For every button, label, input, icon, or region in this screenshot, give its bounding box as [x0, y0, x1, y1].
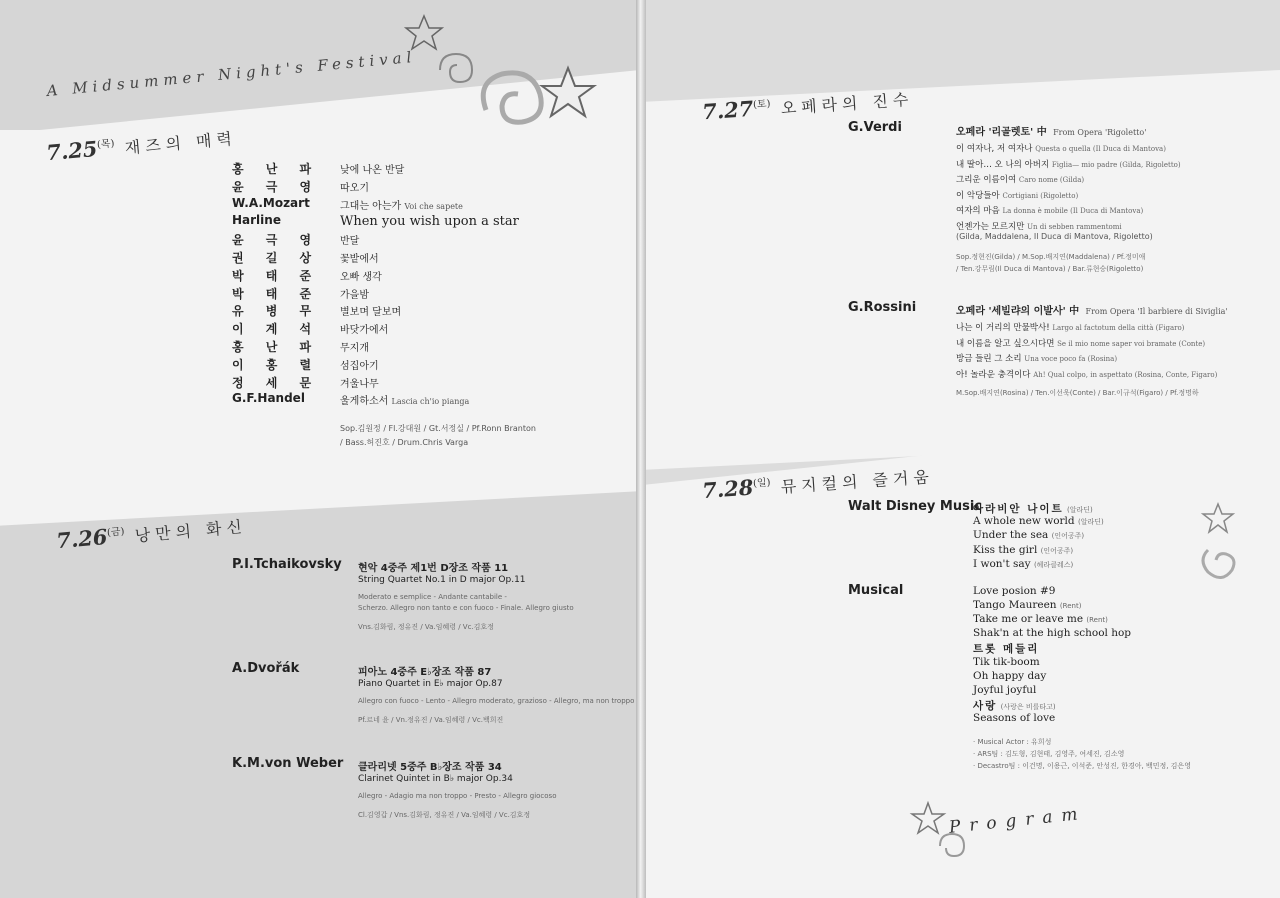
day1-piece: [340, 375, 379, 390]
aria-line: [956, 368, 1217, 380]
day1-piece-title: 섬집아기: [340, 360, 379, 372]
aria-title-kr: 나는 이 거리의 만물박사!: [956, 323, 1050, 333]
song-line: [973, 670, 1046, 682]
song-line: [973, 656, 1040, 668]
aria-title-original: Una voce poco fa (Rosina): [1024, 355, 1118, 363]
credit-line: · ARS팀 : 김도형, 김현태, 김영주, 여세진, 김소영: [973, 750, 1125, 758]
day1-piece-title: 꽃밭에서: [340, 254, 379, 265]
day1-piece-title: 오빠 생각: [340, 271, 382, 283]
song-line: [973, 515, 1104, 527]
song-note: (사랑은 비를타고): [1000, 702, 1056, 711]
day1-piece: [340, 179, 369, 194]
day2-title-en: Clarinet Quintet in B♭ major Op.34: [358, 774, 513, 784]
aria-title-kr: 그리운 이름이여: [956, 175, 1017, 185]
song-line: [973, 627, 1131, 639]
aria-line: [956, 189, 1078, 201]
day1-composer: 유 병 무: [232, 304, 321, 319]
aria-title-kr: 방금 들린 그 소리: [956, 354, 1022, 364]
day1-performers-2: / Bass.허진호 / Drum.Chris Varga: [340, 438, 469, 447]
song-note: (알라딘): [1077, 518, 1104, 527]
credit-line: · Decastro팀 : 이건명, 이용근, 이석준, 안성진, 한경아, 백민정, 김은영: [973, 762, 1191, 770]
day1-piece: [340, 197, 463, 212]
aria-title-original: Figlia— mio padre (Gilda, Rigoletto): [1051, 160, 1181, 169]
day1-performers-1: Sop.김원정 / Fl.강대원 / Gt.서정실 / Pf.Ronn Branton: [340, 424, 536, 433]
swirl-star-icon: [1170, 500, 1260, 590]
disney-heading: Walt Disney Music: [848, 499, 982, 514]
day1-piece-original: Voi che sapete: [404, 201, 463, 211]
aria-line: [956, 321, 1184, 333]
musical-heading: Musical: [848, 583, 904, 598]
verdi-cast-line: (Gilda, Maddalena, Il Duca di Mantova, Rigoletto): [956, 232, 1153, 241]
day1-piece-title: 반달: [340, 236, 360, 248]
song-note: (헤라클레스): [1033, 560, 1074, 569]
aria-title-kr: 이 여자나, 저 여자나: [956, 144, 1033, 154]
day1-piece-title: 그대는 아는가: [340, 200, 402, 212]
date-heading-726: $7.26^{(금)}$ 낭만의 화신: [55, 516, 248, 554]
day1-composer: 이 계 석: [232, 322, 321, 337]
day1-composer: 권 길 상: [232, 251, 321, 265]
day1-piece: [340, 161, 404, 176]
page-gutter: [636, 0, 646, 898]
day2-title-en: Piano Quartet in E♭ major Op.87: [358, 679, 503, 689]
aria-title-kr: 아! 놀라운 충격이다: [956, 369, 1031, 380]
day1-piece-title: 따오기: [340, 182, 369, 194]
song-title: A whole new world: [973, 515, 1075, 528]
day1-piece-title: 바닷가에서: [340, 325, 389, 337]
aria-title-original: Un di sebben rammentomi: [1027, 222, 1122, 231]
day1-piece-title: 별보며 달보며: [340, 307, 402, 319]
day1-composer: 윤 극 영: [232, 179, 321, 194]
aria-line: [956, 337, 1205, 349]
song-title: Seasons of love: [973, 711, 1056, 724]
day1-composer: 윤 극 영: [232, 233, 321, 248]
song-title: Shak'n at the high school hop: [973, 627, 1132, 640]
song-title: 아라비안 나이트: [973, 503, 1064, 515]
song-title: 사랑: [973, 699, 998, 712]
day2-composer: K.M.von Weber: [232, 756, 344, 771]
song-note: (Rent): [1086, 616, 1108, 625]
song-line: [973, 698, 1056, 713]
day2-title-kr: 피아노 4중주 E♭장조 작품 87: [358, 667, 492, 678]
aria-title-kr: 이 악당들아: [956, 190, 1000, 201]
day1-piece: [340, 357, 379, 372]
day2-composer: A.Dvořák: [232, 661, 300, 676]
day1-composer: 이 홍 렬: [232, 357, 321, 372]
aria-title-original: Questa o quella (Il Duca di Mantova): [1035, 145, 1166, 153]
song-line: [973, 558, 1073, 570]
day1-piece: [340, 392, 469, 407]
song-title: Oh happy day: [973, 669, 1047, 682]
song-line: [973, 544, 1073, 556]
song-line: [973, 684, 1036, 696]
day1-piece: [340, 232, 359, 247]
verdi-performers-2: / Ten.강무림(Il Duca di Mantova) / Bar.류현승(Rigoletto): [956, 265, 1144, 273]
day2-composer: P.I.Tchaikovsky: [232, 557, 342, 572]
day1-piece: [340, 286, 369, 301]
day1-piece: [340, 303, 401, 318]
day2-movements: Allegro con fuoco - Lento - Allegro moderato, grazioso - Allegro, ma non troppo: [358, 697, 635, 705]
song-line: [973, 529, 1084, 541]
aria-line: [956, 173, 1084, 185]
day1-piece: [340, 339, 369, 354]
composer-verdi: G.Verdi: [848, 120, 902, 135]
swirl-star-icon: [400, 10, 610, 140]
day1-composer: 박 태 준: [232, 286, 321, 301]
aria-line: [956, 158, 1181, 170]
day1-piece-title: 겨울나무: [340, 378, 379, 390]
song-line: [973, 613, 1108, 625]
aria-line: [956, 352, 1117, 364]
day2-movements: Scherzo. Allegro non tanto e con fuoco - Finale. Allegro giusto: [358, 604, 574, 612]
day1-composer: 박 태 준: [232, 268, 321, 283]
day2-performers: Cl.김영갑 / Vns.김화림, 정유진 / Va.임혜령 / Vc.김호정: [358, 811, 531, 819]
song-note: (알라딘): [1067, 506, 1093, 514]
day1-composer: W.A.Mozart: [232, 195, 310, 210]
day2-movements: Allegro - Adagio ma non troppo - Presto - Allegro giocoso: [358, 792, 557, 800]
verdi-performers-1: Sop.정현진(Gilda) / M.Sop.배지연(Maddalena) / Pf.정미애: [956, 253, 1146, 261]
day1-composer: 홍 난 파: [232, 162, 321, 176]
song-title: I won't say: [973, 557, 1031, 570]
day2-performers: Vns.김화림, 정유진 / Va.임혜령 / Vc.김호정: [358, 623, 494, 631]
day1-composer: Harline: [232, 213, 281, 228]
festival-title: A Midsummer Night's Festival: [46, 47, 418, 100]
song-line: [973, 599, 1081, 611]
date-heading-727: $7.27^{(토)}$ 오페라의 진수: [701, 89, 914, 125]
song-line: [973, 641, 1039, 656]
day1-piece-title: 울게하소서: [340, 396, 389, 408]
aria-title-kr: 언젠가는 모르지만: [956, 221, 1025, 232]
aria-title-kr: 내 딸아… 오 나의 아버지: [956, 159, 1050, 170]
aria-title-kr: 내 이름을 알고 싶으시다면: [956, 338, 1055, 349]
aria-line: [956, 204, 1143, 216]
song-title: Love posion #9: [973, 585, 1056, 597]
aria-title-original: Cortigiani (Rigoletto): [1002, 191, 1079, 200]
day1-piece-title: 낮에 나온 반달: [340, 165, 405, 176]
song-title: Under the sea: [973, 529, 1049, 542]
date-heading-728: $7.28^{(일)}$ 뮤지컬의 즐거움: [701, 466, 935, 504]
rossini-performers: M.Sop.배지연(Rosina) / Ten.이선욱(Conte) / Bar.이규석(Figaro) / Pf.정명하: [956, 389, 1199, 397]
day1-piece-title: 가을밤: [340, 289, 369, 301]
day2-performers: Pf.르네 윤 / Vn.정유진 / Va.임혜령 / Vc.백희진: [358, 716, 504, 724]
song-title: Tik tik-boom: [973, 655, 1040, 668]
date-heading-725: $7.25^{(목)}$ 재즈의 매력: [45, 128, 238, 166]
day1-piece: [340, 268, 382, 283]
song-line: [973, 712, 1055, 724]
verdi-header: 오페라 '리골렛토' 中 From Opera 'Rigoletto': [956, 127, 1147, 138]
day1-piece: [340, 214, 519, 229]
day1-piece: [340, 321, 388, 336]
song-title: Take me or leave me: [973, 613, 1084, 626]
day1-composer: 홍 난 파: [232, 340, 321, 354]
aria-line: [956, 142, 1166, 154]
day1-piece: [340, 250, 379, 265]
song-title: Tango Maureen: [973, 599, 1057, 612]
day2-movements: Moderato e semplice - Andante cantabile -: [358, 593, 507, 601]
right-page: [640, 0, 1280, 898]
aria-title-original: Se il mio nome saper voi bramate (Conte): [1057, 339, 1206, 348]
composer-rossini: G.Rossini: [848, 300, 917, 315]
song-title: 트롯 메들리: [973, 643, 1040, 656]
rossini-header: 오페라 '세빌랴의 이발사' 中 From Opera 'Il barbiere di Siviglia': [956, 306, 1228, 317]
day2-title-en: String Quartet No.1 in D major Op.11: [358, 575, 526, 585]
aria-title-original: Ah! Qual colpo, in aspettato (Rosina, Conte, Figaro): [1033, 370, 1218, 379]
aria-title-original: La donna è mobile (Il Duca di Mantova): [1002, 207, 1144, 215]
day1-piece-title: 무지개: [340, 343, 369, 354]
day1-composer: G.F.Handel: [232, 391, 305, 406]
song-title: Joyful joyful: [973, 683, 1037, 696]
aria-line: [956, 220, 1122, 232]
song-line: [973, 585, 1055, 597]
program-label: Program: [948, 803, 1088, 838]
song-line: [973, 501, 1093, 516]
aria-title-kr: 여자의 마음: [956, 206, 1000, 216]
song-note: (인어공주): [1051, 532, 1085, 541]
day1-piece-original: Lascia ch'io pianga: [391, 397, 470, 407]
song-title: Kiss the girl: [973, 543, 1038, 556]
day1-piece-title: When you wish upon a star: [340, 214, 519, 230]
credit-line: · Musical Actor : 유희성: [973, 738, 1052, 746]
aria-title-original: Largo al factotum della città (Figaro): [1052, 324, 1185, 332]
day2-title-kr: 클라리넷 5중주 B♭장조 작품 34: [358, 762, 502, 773]
aria-title-original: Caro nome (Gilda): [1018, 176, 1085, 184]
song-note: (인어공주): [1040, 546, 1074, 555]
day2-title-kr: 현악 4중주 제1번 D장조 작품 11: [358, 563, 509, 574]
day1-composer: 정 세 문: [232, 375, 321, 390]
song-note: (Rent): [1059, 602, 1082, 611]
